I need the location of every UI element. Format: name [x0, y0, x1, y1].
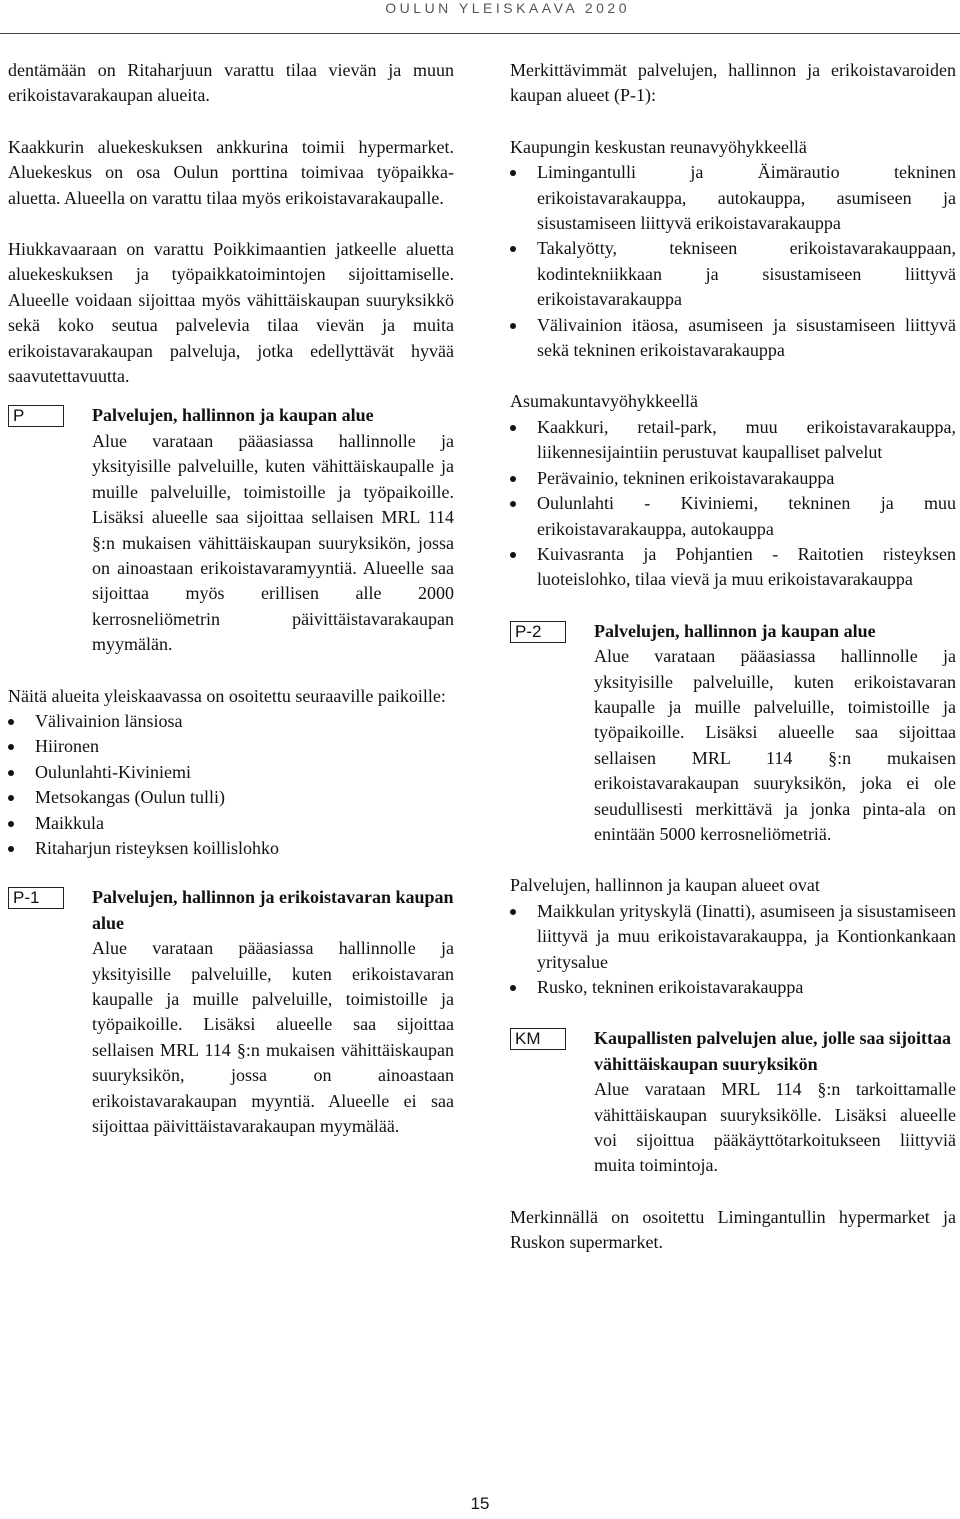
list-item: Perävainio, tekninen erikoistavarakauppa [510, 466, 956, 491]
paragraph-main-areas: Merkittävimmät palvelujen, hallinnon ja erikoistavaroiden kaupan alueet (P-1): [510, 60, 956, 106]
list-item: Limingantulli ja Äimärautio tekninen erikoistavarakauppa, autokauppa, asumiseen ja sisustamiseen liittyvä erikoistavarakauppa [510, 160, 956, 236]
header-rule [0, 33, 960, 34]
section-title-p: Palvelujen, hallinnon ja kaupan alue [92, 405, 374, 426]
paragraph-places-intro: Näitä alueita yleiskaavassa on osoitettu seuraaville paikoille: [8, 685, 446, 706]
section-body-km: Alue varataan MRL 114 §:n tarkoittamalle vähittäiskaupan suuryksikölle. Lisäksi alueelle voi sijoittua pääkäyttötarkoitukseen liittyviä muita toimintoja. [594, 1079, 956, 1176]
city-centre-list [510, 160, 956, 363]
paragraph-ritaharju: dentämään on Ritaharjuun varattu tilaa vievän ja muun erikoistavarakaupan alueita. [8, 60, 454, 106]
list-item: Metsokangas (Oulun tulli) [8, 785, 454, 810]
legend-code-p2: P-2 [510, 621, 566, 643]
subheading-residential-zone: Asumakuntavyöhykkeellä [510, 391, 698, 412]
subheading-city-centre: Kaupungin keskustan reunavyöhykkeellä [510, 136, 807, 157]
list-item: Rusko, tekninen erikoistavarakauppa [510, 975, 956, 1000]
list-item: Maikkulan yrityskylä (Iinatti), asumiseen ja sisustamiseen liittyvä ja muu erikoistavarakauppa, ja Kontionkankaan yritysalue [510, 899, 956, 975]
document-title: OULUN YLEISKAAVA 2020 [385, 0, 630, 16]
left-column [8, 58, 454, 1165]
section-body-p2: Alue varataan pääasiassa hallinnolle ja yksityisille palveluille, kuten erikoistavaran kaupalle ja muille palveluille, toimistoille ja työpaikoille. Lisäksi alueelle saa sijoittaa sellaisen MRL 114 §:n mukaisen erikoistavarakaupan suuryksikön, joka ei ole seudullisesti merkittävä ja jonka pinta-ala on enintään 5000 kerrosneliömetriä. [594, 646, 956, 844]
page-header [0, 0, 960, 34]
page-number: 15 [470, 1494, 490, 1513]
section-p [8, 403, 454, 657]
section-p1 [8, 885, 454, 1139]
areas-list [510, 899, 956, 1001]
list-item: Maikkula [8, 811, 454, 836]
section-body-p1: Alue varataan pääasiassa hallinnolle ja yksityisille palveluille, kuten erikoistavaran kaupalle ja muille palveluille, toimistoille ja työpaikoille. Lisäksi alueelle saa sijoittaa sellaisen MRL 114 §:n mukaisen vähittäiskaupan suuryksikön, jossa on ainoastaan erikoistavarakaupan myyntiä. Alueelle ei saa sijoittaa päivittäistavarakaupan myymälää. [92, 938, 454, 1137]
list-item: Oulunlahti-Kiviniemi [8, 760, 454, 785]
section-p2 [510, 619, 956, 848]
paragraph-hiukkavaara: Hiukkavaaraan on varattu Poikkimaantien jatkeelle aluetta aluekeskuksen ja työpaikkatoimintojen sijoittamiselle. Alueelle voidaan sijoittaa myös vähittäiskaupan suuryksikkö sekä koko seutua palvelevia tilaa vievän ja muita erikoistavarakaupan palveluja, jotka edellyttävät hyvää saavutettavuutta. [8, 239, 454, 387]
list-item: Hiironen [8, 734, 454, 759]
paragraph-areas-are: Palvelujen, hallinnon ja kaupan alueet ovat [510, 875, 820, 896]
places-list [8, 709, 454, 861]
legend-code-km: KM [510, 1028, 566, 1050]
list-item: Ritaharjun risteyksen koillislohko [8, 836, 454, 861]
legend-code-p1: P-1 [8, 887, 64, 909]
list-item: Kuivasranta ja Pohjantien - Raitotien risteyksen luoteislohko, tilaa vievä ja muu erikoistavarakauppa [510, 542, 956, 593]
paragraph-hypermarket-note: Merkinnällä on osoitettu Limingantullin hypermarket ja Ruskon supermarket. [510, 1206, 956, 1253]
section-title-p2: Palvelujen, hallinnon ja kaupan alue [594, 620, 876, 641]
section-body-p: Alue varataan pääasiassa hallinnolle ja yksityisille palveluille, kuten vähittäiskaupalle ja muille palveluille, toimistoille ja työpaikoille. Lisäksi alueelle saa sijoittaa sellaisen MRL 114 §:n mukaisen vähittäiskaupan suuryksikön, jossa on ainoastaan erikoistavaramyyntiä. Alueelle saa sijoittaa myös erillisen alle 2000 kerrosneliömetrin päivittäistavarakaupan myymälän. [92, 430, 454, 655]
list-item: Oulunlahti - Kiviniemi, tekninen ja muu erikoistavarakauppa, autokauppa [510, 491, 956, 542]
residential-zone-list [510, 415, 956, 593]
right-column [510, 58, 956, 1282]
list-item: Välivainion itäosa, asumiseen ja sisustamiseen liittyvä sekä tekninen erikoistavarakauppa [510, 313, 956, 364]
legend-code-p: P [8, 405, 64, 427]
section-title-p1: Palvelujen, hallinnon ja erikoistavaran kaupan alue [92, 887, 454, 933]
section-km [510, 1026, 956, 1178]
list-item: Takalyötty, tekniseen erikoistavarakauppaan, kodintekniikkaan ja sisustamiseen liittyvä erikoistavarakauppa [510, 236, 956, 312]
list-item: Välivainion länsiosa [8, 709, 454, 734]
paragraph-kaakkuri: Kaakkurin aluekeskuksen ankkurina toimii hypermarket. Aluekeskus on osa Oulun porttina toimivaa työpaikka-aluetta. Alueella on varattu tilaa myös erikoistavarakaupalle. [8, 136, 454, 208]
list-item: Kaakkuri, retail-park, muu erikoistavarakauppa, liikennesijaintiin perustuvat kaupalliset palvelut [510, 415, 956, 466]
section-title-km: Kaupallisten palvelujen alue, jolle saa sijoittaa vähittäiskaupan suuryksikön [594, 1028, 952, 1074]
